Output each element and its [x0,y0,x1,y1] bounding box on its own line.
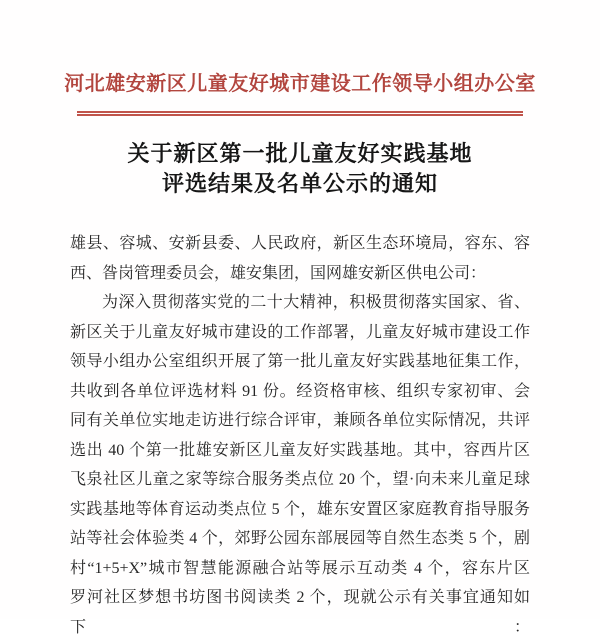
document-title [0,139,600,199]
body-line: 罗河社区梦想书坊图书阅读类 2 个，现就公示有关事宜通知如下： [70,589,530,636]
body-line: 同有关单位实地走访进行综合评审，兼顾各单位实际情况，共评 [70,412,530,429]
letterhead-divider-line [77,111,523,116]
body-line: 村“1+5+X”城市智慧能源融合站等展示互动类 4 个，容东片区 [70,559,530,577]
document-title-line-2: 评选结果及名单公示的通知 [161,171,438,196]
body-line: 共收到各单位评选材料 91 份。经资格审核、组织专家初审、会 [70,382,530,400]
letterhead-org-name: 河北雄安新区儿童友好城市建设工作领导小组办公室 [64,73,536,95]
document-title-line-1: 关于新区第一批儿童友好实践基地 [127,141,473,166]
body-line: 实践基地等体育运动类点位 5 个，雄东安置区家庭教育指导服务 [70,500,530,518]
body-line: 站等社会体验类 4 个，郊野公园东部展园等自然生态类 5 个，剧 [70,530,530,547]
body-line-addressee-1: 雄县、容城、安新县委、人民政府，新区生态环境局，容东、容 [70,235,530,252]
body-line: 选出 40 个第一批雄安新区儿童友好实践基地。其中，容西片区 [70,441,530,459]
body-line: 飞泉社区儿童之家等综合服务类点位 20 个，望·向未来儿童足球 [70,471,530,488]
body-line: 为深入贯彻落实党的二十大精神，积极贯彻落实国家、省、 [102,294,530,311]
body-line: 领导小组办公室组织开展了第一批儿童友好实践基地征集工作， [70,353,530,370]
document-body [70,229,530,642]
body-line: 新区关于儿童友好城市建设的工作部署，儿童友好城市建设工作 [70,323,530,341]
body-line-addressee-2: 西、昝岗管理委员会，雄安集团，国网雄安新区供电公司： [70,264,487,282]
